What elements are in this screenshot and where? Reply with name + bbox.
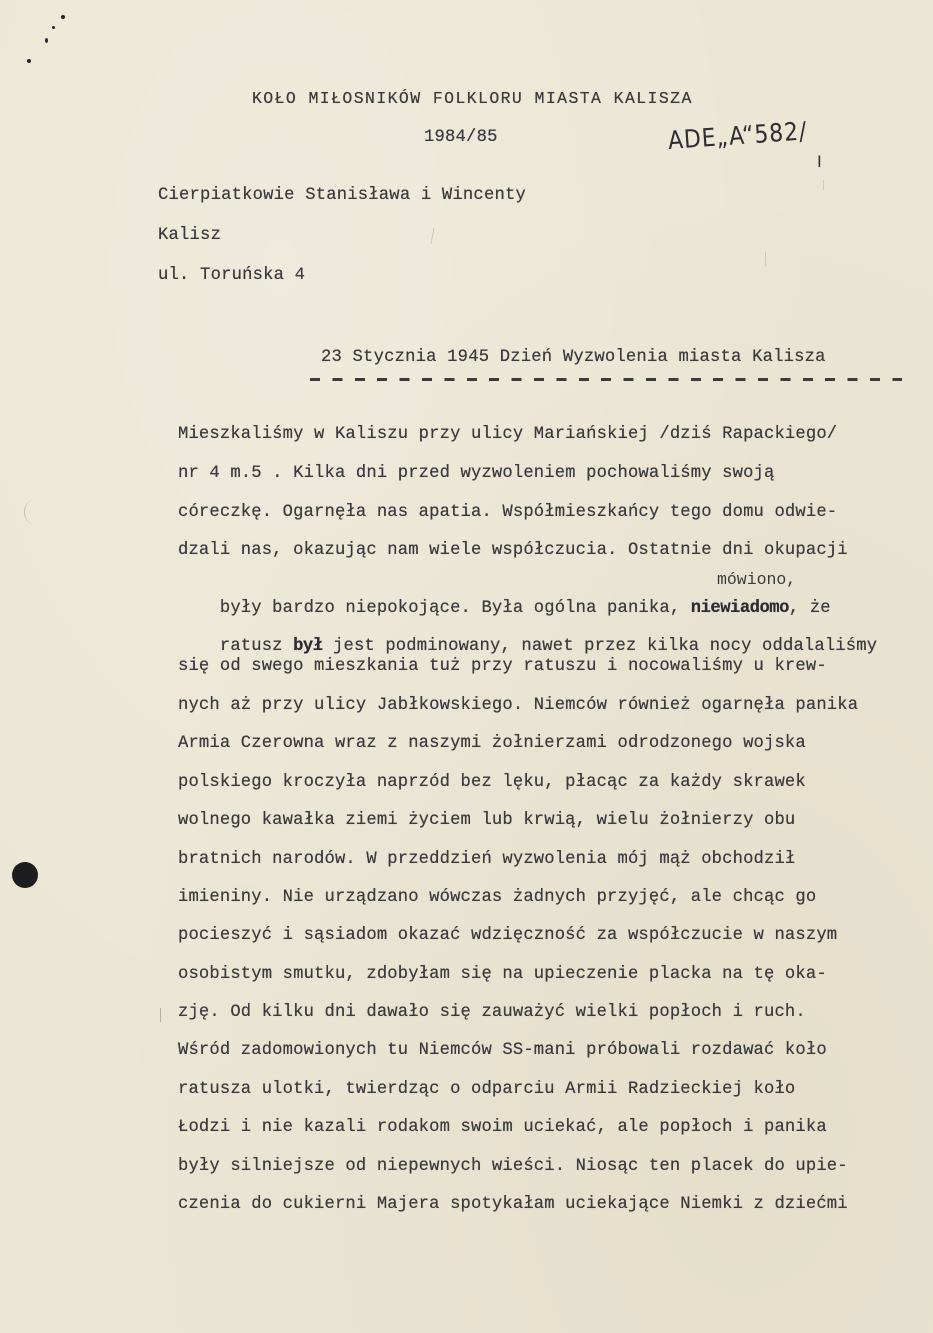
archive-signature: ADE„A“582/	[666, 116, 809, 155]
body-line: córeczkę. Ogarnęła nas apatia. Współmieszkańcy tego domu odwie-	[178, 503, 838, 522]
body-line: zję. Od kilku dni dawało się zauważyć wielki popłoch i ruch.	[178, 1003, 806, 1022]
body-text: , że	[788, 599, 831, 618]
author-names: Cierpiatkowie Stanisława i Wincenty	[158, 186, 526, 205]
paper-blemish	[431, 228, 435, 244]
ink-speck	[27, 59, 31, 63]
author-city: Kalisz	[158, 226, 222, 245]
body-line: imieniny. Nie urządzano wówczas żadnych przyjęć, ale chcąc go	[178, 888, 817, 907]
ink-speck	[61, 15, 65, 19]
margin-mark	[160, 1008, 161, 1022]
body-text: jest podminowany, nawet przez kilka nocy oddalaliśmy	[322, 637, 878, 656]
struck-out-word: był	[293, 637, 323, 656]
paper-blemish	[823, 180, 824, 190]
paper-blemish	[765, 252, 766, 266]
dashed-underline	[310, 378, 902, 381]
body-line: Łodzi i nie kazali rodakom swoim uciekać, ale popłoch i panika	[178, 1118, 827, 1137]
hole-punch-mark	[12, 862, 38, 888]
ink-speck	[45, 38, 48, 43]
body-line: Wśród zadomowionych tu Niemców SS-mani próbowali rozdawać koło	[178, 1041, 827, 1060]
inserted-correction: mówiono,	[717, 570, 797, 589]
body-line: nych aż przy ulicy Jabłkowskiego. Niemców również ogarnęła panika	[178, 696, 859, 715]
body-line: polskiego kroczyła naprzód bez lęku, płacąc za każdy skrawek	[178, 773, 806, 792]
archive-signature-part: I	[817, 152, 822, 171]
body-line: osobistym smutku, zdobyłam się na upieczenie placka na tę oka-	[178, 965, 827, 984]
body-line: dzali nas, okazując nam wiele współczucia. Ostatnie dni okupacji	[178, 541, 848, 560]
margin-mark	[24, 500, 43, 524]
body-line: pocieszyć i sąsiadom okazać wdzięczność za współczucie w naszym	[178, 926, 838, 945]
body-line: czenia do cukierni Majera spotykałam uciekające Niemki z dziećmi	[178, 1195, 848, 1214]
body-line: wolnego kawałka ziemi życiem lub krwią, wielu żołnierzy obu	[178, 811, 796, 830]
season-year: 1984/85	[424, 128, 498, 147]
body-line: ratusza ulotki, twierdząc o odparciu Armii Radzieckiej koło	[178, 1080, 796, 1099]
body-line: Mieszkaliśmy w Kaliszu przy ulicy Mariańskiej /dziś Rapackiego/	[178, 425, 838, 444]
body-text: były bardzo niepokojące. Była ogólna panika,	[219, 599, 691, 618]
struck-out-word: niewiadomo	[690, 599, 789, 618]
body-line: się od swego mieszkania tuż przy ratuszu i nocowaliśmy u krew-	[178, 657, 827, 676]
body-line: bratnich narodów. W przeddzień wyzwolenia mój mąż obchodził	[178, 850, 796, 869]
ink-speck	[52, 26, 55, 29]
body-line: Armia Czerowna wraz z naszymi żołnierzami odrodzonego wojska	[178, 734, 806, 753]
organization-heading: KOŁO MIŁOSNIKÓW FOLKLORU MIASTA KALISZA	[252, 89, 693, 108]
author-street: ul. Toruńska 4	[158, 266, 306, 285]
body-line: były silniejsze od niepewnych wieści. Niosąc ten placek do upie-	[178, 1157, 848, 1176]
document-subject: 23 Stycznia 1945 Dzień Wyzwolenia miasta Kalisza	[321, 348, 826, 367]
body-line: nr 4 m.5 . Kilka dni przed wyzwoleniem pochowaliśmy swoją	[178, 464, 775, 483]
body-text: ratusz	[219, 637, 294, 656]
